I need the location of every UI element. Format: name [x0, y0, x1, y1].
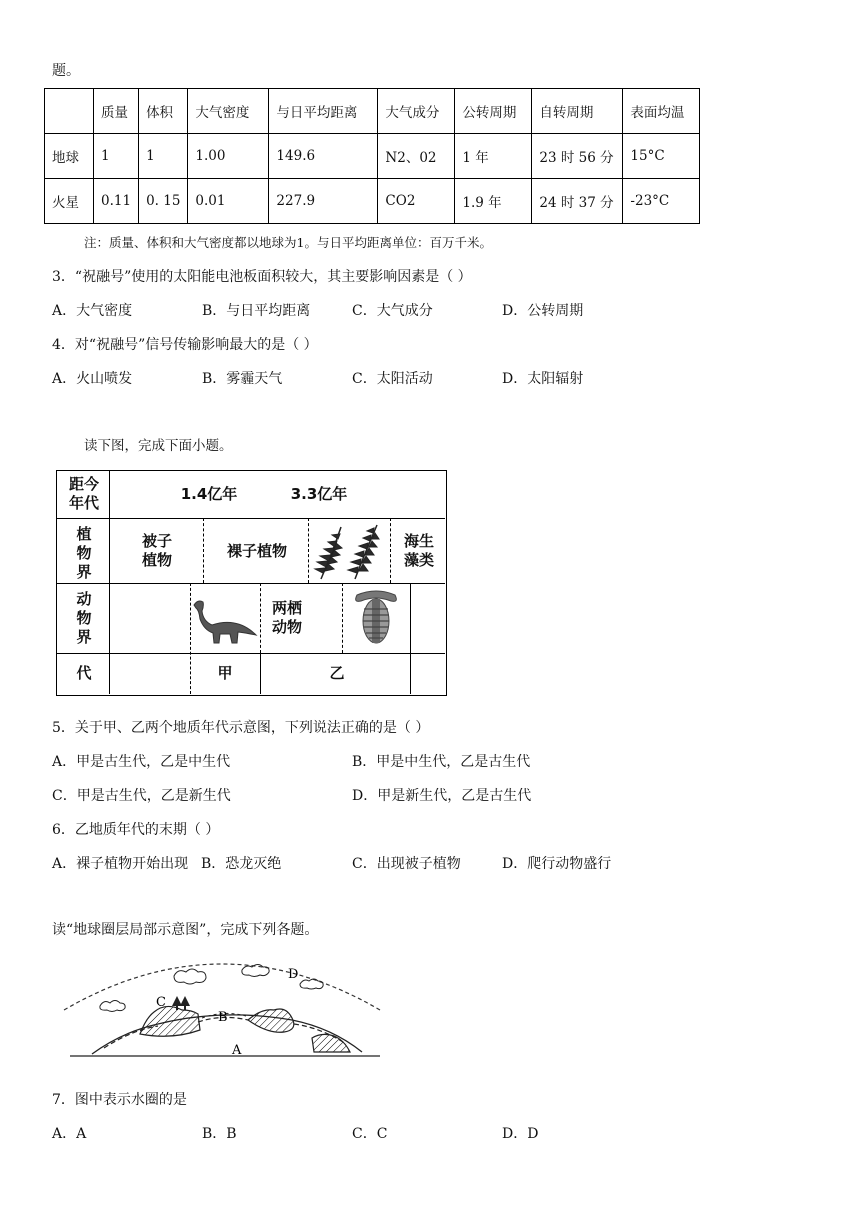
- trilobite-icon: [345, 587, 407, 649]
- fern-icon: [311, 521, 387, 581]
- table-row-earth: [45, 134, 700, 179]
- table-header-cell: 公转周期: [455, 89, 532, 134]
- q4-option-b[interactable]: B．雾霾天气: [202, 371, 283, 387]
- table-row-mars: [45, 179, 700, 224]
- era-yi: 乙: [329, 664, 345, 682]
- table-header-cell: 与日平均距离: [269, 89, 378, 134]
- q6-option-d[interactable]: D．爬行动物盛行: [502, 856, 612, 872]
- table-cell: 0. 15: [139, 179, 188, 224]
- table-header-cell: 大气密度: [188, 89, 269, 134]
- question-7-stem: 7．图中表示水圈的是: [52, 1092, 187, 1108]
- table-cell: 24 时 37 分: [532, 179, 623, 224]
- q4-option-c[interactable]: C．太阳活动: [352, 371, 433, 387]
- q3-option-b[interactable]: B．与日平均距离: [202, 303, 311, 319]
- plant-gymnosperm: 裸子植物: [226, 542, 287, 560]
- table-header-cell: 表面均温: [623, 89, 700, 134]
- table-cell: -23°C: [623, 179, 700, 224]
- question-4-stem: 4．对“祝融号”信号传输影响最大的是（ ）: [52, 337, 318, 353]
- q5-option-b[interactable]: B．甲是中生代，乙是古生代: [352, 754, 531, 770]
- table-header-row: [45, 89, 700, 134]
- q3-option-c[interactable]: C．大气成分: [352, 303, 433, 319]
- table-header-cell: 大气成分: [378, 89, 455, 134]
- sphere-label-c: C: [156, 995, 166, 1010]
- table-cell: 1: [139, 134, 188, 179]
- q4-option-d[interactable]: D．太阳辐射: [502, 371, 584, 387]
- table-note: 注：质量、体积和大气密度都以地球为1。与日平均距离单位：百万千米。: [84, 235, 492, 250]
- geologic-time-figure: [56, 470, 447, 696]
- q5-option-c[interactable]: C．甲是古生代，乙是新生代: [52, 788, 231, 804]
- row-label-era: 代: [76, 664, 92, 682]
- q4-option-a[interactable]: A．火山喷发: [52, 371, 133, 387]
- plant-marine-algae: 海生 藻类: [403, 532, 434, 569]
- table-header-cell: [45, 89, 94, 134]
- plant-angiosperm: 被子 植物: [141, 532, 172, 569]
- table-header-cell: 体积: [139, 89, 188, 134]
- q3-option-a[interactable]: A．大气密度: [52, 303, 133, 319]
- sphere-label-b: B: [218, 1010, 228, 1025]
- table-cell: 0.01: [188, 179, 269, 224]
- read-figure-instruction: 读下图，完成下面小题。: [84, 438, 233, 454]
- question-3-stem: 3．“祝融号”使用的太阳能电池板面积较大，其主要影响因素是（ ）: [52, 269, 472, 285]
- table-cell: CO2: [378, 179, 455, 224]
- table-cell: 149.6: [269, 134, 378, 179]
- q7-option-d[interactable]: D．D: [502, 1126, 539, 1142]
- table-cell: 地球: [45, 134, 94, 179]
- era-jia: 甲: [217, 664, 233, 682]
- table-cell: N2、02: [378, 134, 455, 179]
- age-label-1: 1.4亿年: [180, 485, 238, 503]
- earth-spheres-diagram: [62, 948, 392, 1068]
- row-label-age: 距今 年代: [68, 475, 99, 512]
- table-cell: 1.00: [188, 134, 269, 179]
- age-label-2: 3.3亿年: [290, 485, 348, 503]
- animal-amphibian: 两栖 动物: [271, 599, 302, 636]
- read-sphere-instruction: 读“地球圈层局部示意图”，完成下列各题。: [52, 922, 319, 938]
- q7-option-c[interactable]: C．C: [352, 1126, 388, 1142]
- table-header-cell: 自转周期: [532, 89, 623, 134]
- question-6-stem: 6．乙地质年代的末期（ ）: [52, 822, 220, 838]
- row-label-animals: 动 物 界: [76, 590, 92, 646]
- table-cell: 227.9: [269, 179, 378, 224]
- dinosaur-icon: [190, 597, 260, 647]
- table-cell: 1.9 年: [455, 179, 532, 224]
- q6-option-a[interactable]: A．裸子植物开始出现: [52, 856, 189, 872]
- table-cell: 0.11: [94, 179, 139, 224]
- sphere-label-a: A: [232, 1043, 242, 1058]
- q5-option-a[interactable]: A．甲是古生代，乙是中生代: [52, 754, 231, 770]
- row-label-plants: 植 物 界: [76, 525, 92, 581]
- table-cell: 23 时 56 分: [532, 134, 623, 179]
- sphere-label-d: D: [288, 967, 299, 982]
- q3-option-d[interactable]: D．公转周期: [502, 303, 584, 319]
- q6-option-c[interactable]: C．出现被子植物: [352, 856, 461, 872]
- table-cell: 1 年: [455, 134, 532, 179]
- intro-tail-text: 题。: [52, 63, 80, 79]
- q5-option-d[interactable]: D．甲是新生代，乙是古生代: [352, 788, 532, 804]
- table-cell: 1: [94, 134, 139, 179]
- table-header-cell: 质量: [94, 89, 139, 134]
- q7-option-a[interactable]: A．A: [52, 1126, 87, 1142]
- q6-option-b[interactable]: B．恐龙灭绝: [201, 856, 282, 872]
- table-cell: 火星: [45, 179, 94, 224]
- table-cell: 15°C: [623, 134, 700, 179]
- question-5-stem: 5．关于甲、乙两个地质年代示意图，下列说法正确的是（ ）: [52, 720, 430, 736]
- q7-option-b[interactable]: B．B: [202, 1126, 237, 1142]
- planet-comparison-table: [44, 88, 700, 224]
